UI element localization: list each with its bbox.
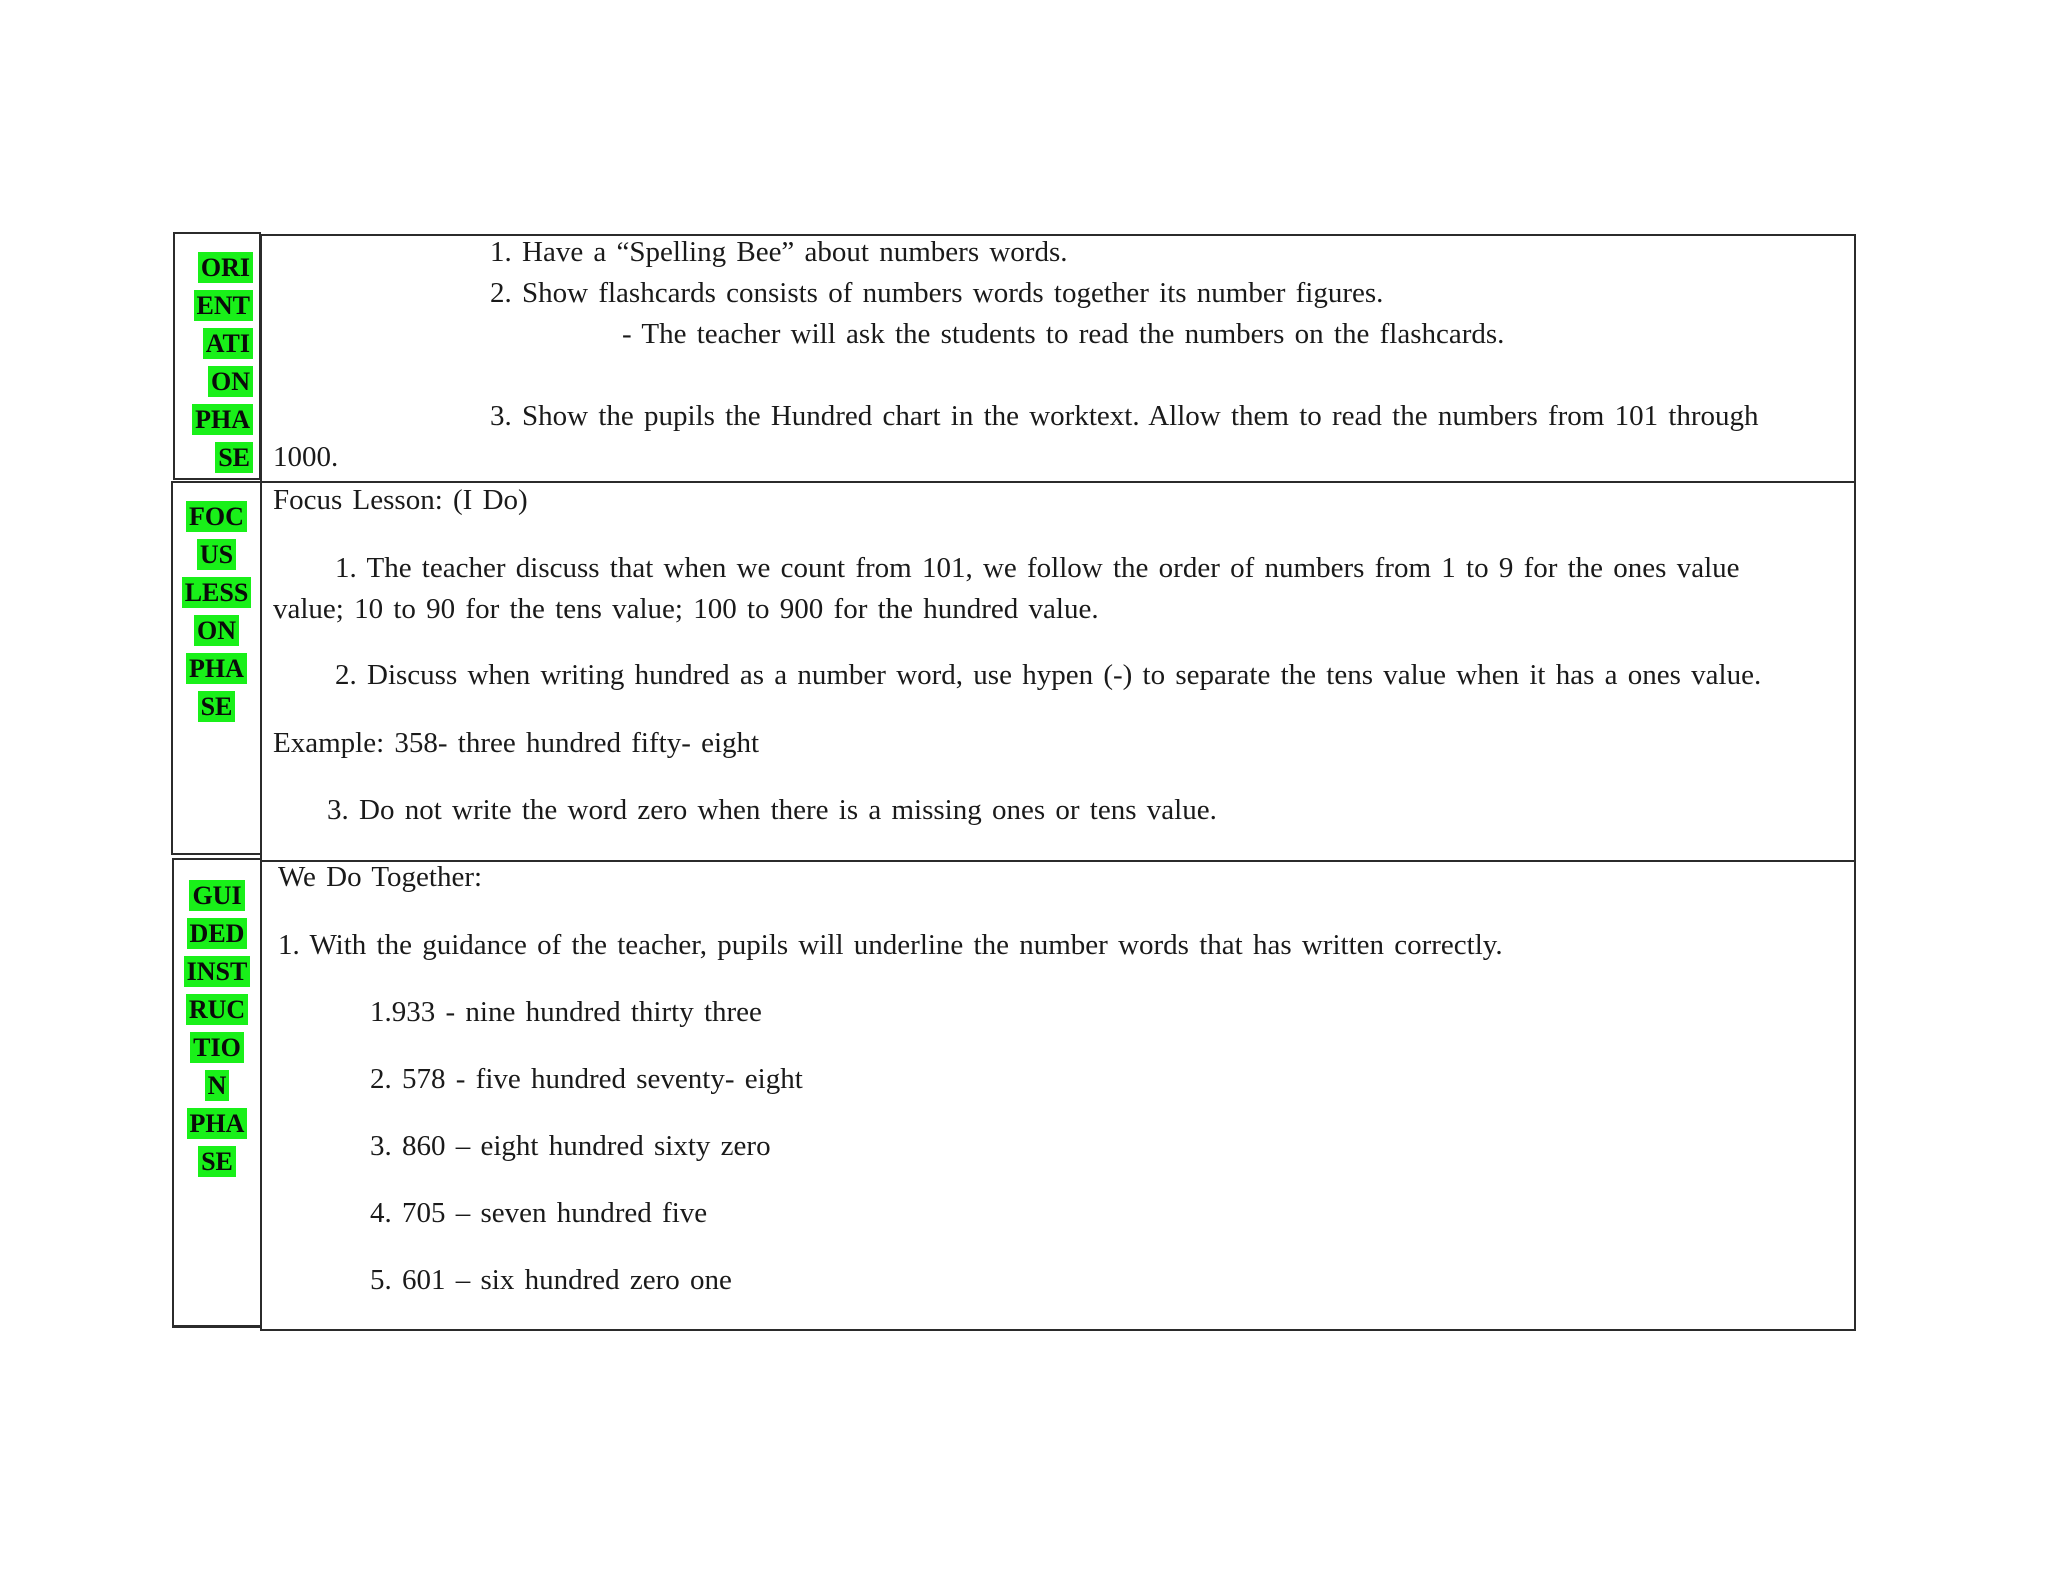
orientation-item-2: 2. Show flashcards consists of numbers words together its number figures.: [490, 277, 1384, 309]
phase-label-line: PHA: [192, 404, 253, 435]
orientation-phase-label: [175, 234, 259, 473]
guided-item-1: 1. With the guidance of the teacher, pupils will underline the number words that has written correctly.: [278, 929, 1503, 961]
phase-label-line: LESS: [182, 577, 252, 608]
focus-item-1-continued: value; 10 to 90 for the tens value; 100 to 900 for the hundred value.: [273, 593, 1099, 625]
phase-label-line: PHA: [186, 653, 247, 684]
focus-item-3: 3. Do not write the word zero when there is a missing ones or tens value.: [327, 794, 1217, 826]
focus-example: Example: 358- three hundred fifty- eight: [273, 727, 760, 759]
phase-label-line: SE: [198, 1146, 236, 1177]
phase-label-line: ENT: [194, 290, 253, 321]
phase-label-line: ON: [208, 366, 253, 397]
guided-example: 3. 860 – eight hundred sixty zero: [370, 1130, 771, 1162]
guided-example: 1.933 - nine hundred thirty three: [370, 996, 762, 1028]
orientation-content-box: [260, 234, 1856, 483]
orientation-phase-label-box: [173, 232, 261, 480]
guided-example: 4. 705 – seven hundred five: [370, 1197, 708, 1229]
phase-label-line: ON: [194, 615, 239, 646]
focus-phase-label: [173, 483, 260, 722]
phase-label-line: SE: [215, 442, 253, 473]
focus-heading: Focus Lesson: (I Do): [273, 484, 528, 516]
phase-label-line: PHA: [187, 1108, 248, 1139]
phase-label-line: ORI: [198, 252, 253, 283]
phase-label-line: GUI: [189, 880, 244, 911]
phase-label-line: N: [205, 1070, 230, 1101]
orientation-item-2-sub: - The teacher will ask the students to read the numbers on the flashcards.: [622, 318, 1505, 350]
guided-phase-label-box: [172, 858, 262, 1328]
phase-label-line: TIO: [190, 1032, 244, 1063]
orientation-item-1: 1. Have a “Spelling Bee” about numbers words.: [490, 236, 1068, 268]
phase-label-line: RUC: [186, 994, 248, 1025]
focus-item-2: 2. Discuss when writing hundred as a number word, use hypen (-) to separate the tens value when it has a ones value.: [335, 659, 1762, 691]
phase-label-line: US: [197, 539, 236, 570]
phase-label-line: ATI: [203, 328, 253, 359]
guided-heading: We Do Together:: [278, 861, 483, 893]
focus-phase-label-box: [171, 481, 262, 855]
phase-label-line: FOC: [186, 501, 247, 532]
guided-example: 5. 601 – six hundred zero one: [370, 1264, 732, 1296]
orientation-item-3-continued: 1000.: [273, 441, 339, 473]
guided-phase-label: [174, 860, 260, 1177]
orientation-item-3: 3. Show the pupils the Hundred chart in the worktext. Allow them to read the numbers from 101 through: [490, 400, 1759, 432]
phase-label-line: INST: [184, 956, 251, 987]
phase-label-line: SE: [198, 691, 236, 722]
focus-item-1: 1. The teacher discuss that when we count from 101, we follow the order of numbers from 1 to 9 for the ones value: [335, 552, 1740, 584]
guided-example: 2. 578 - five hundred seventy- eight: [370, 1063, 803, 1095]
phase-label-line: DED: [187, 918, 248, 949]
